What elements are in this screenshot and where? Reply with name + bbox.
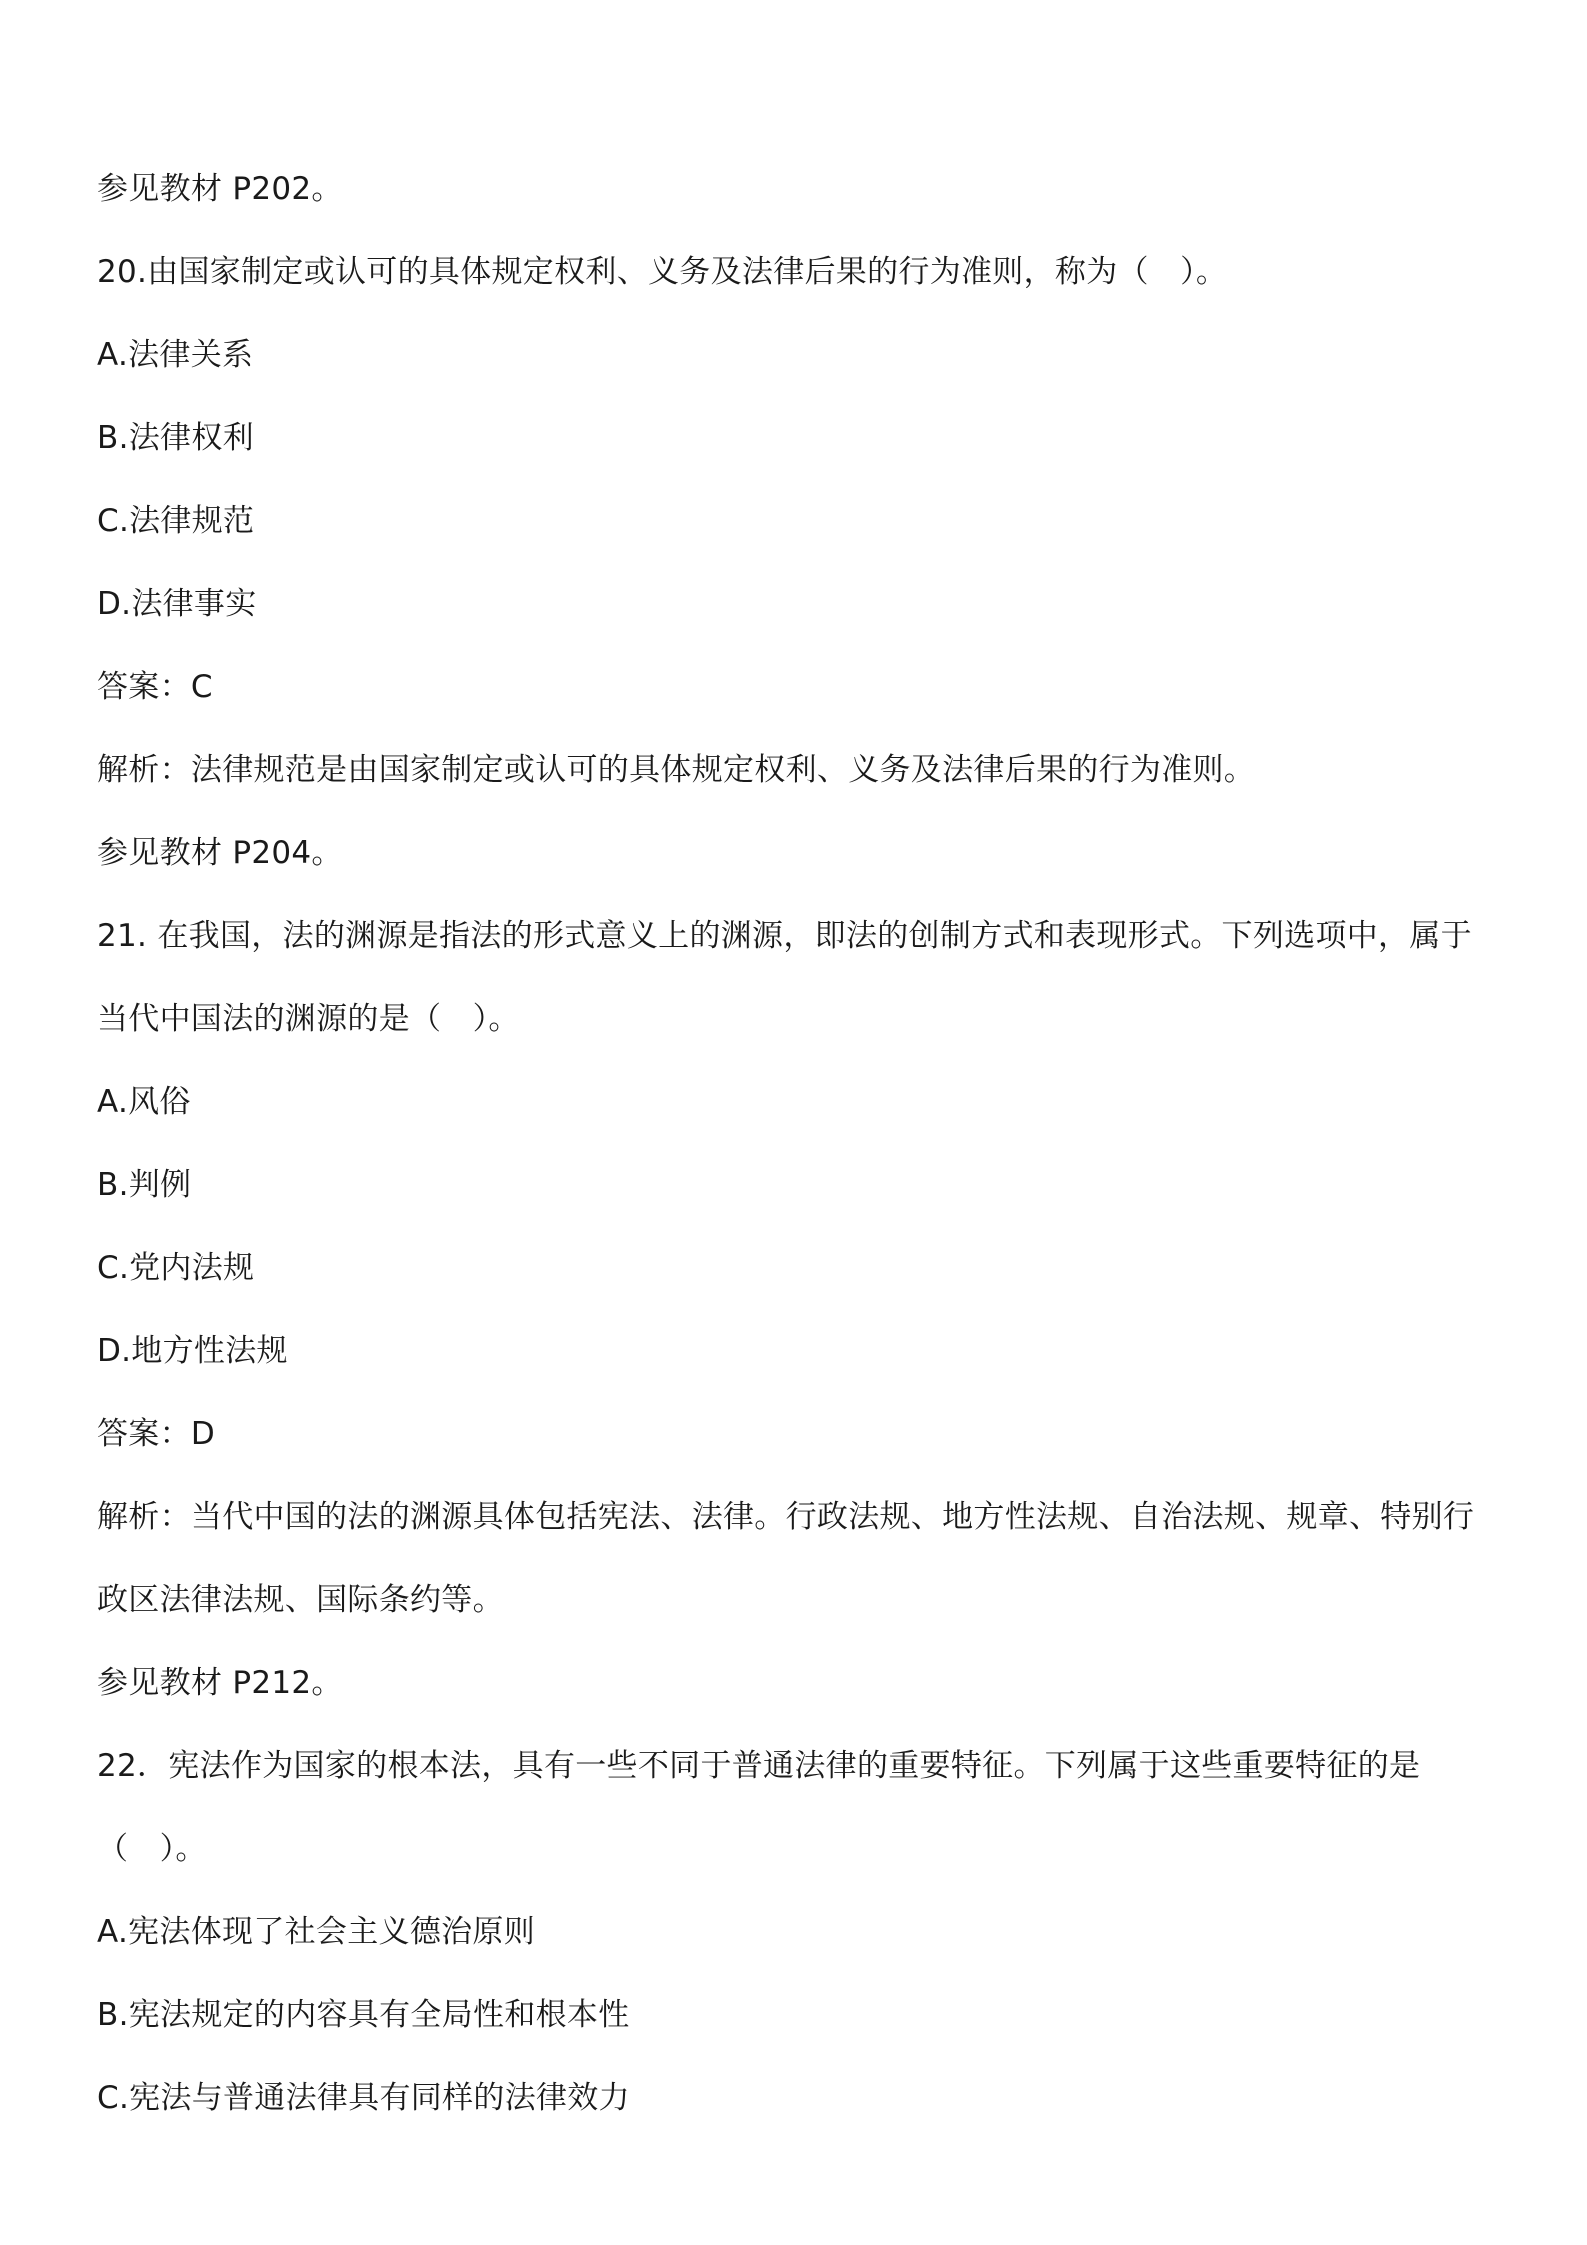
textbook-reference: 参见教材 P204。 xyxy=(97,835,343,871)
question-20-option-d: D.法律事实 xyxy=(97,586,257,622)
question-21-option-c: C.党内法规 xyxy=(97,1250,255,1286)
question-22-stem-line-1: 22．宪法作为国家的根本法，具有一些不同于普通法律的重要特征。下列属于这些重要特征的是 xyxy=(97,1748,1421,1784)
question-22-option-c: C.宪法与普通法律具有同样的法律效力 xyxy=(97,2080,630,2116)
question-20-option-a: A.法律关系 xyxy=(97,337,254,373)
question-21-option-b: B.判例 xyxy=(97,1167,192,1203)
question-20-option-b: B.法律权利 xyxy=(97,420,254,456)
question-21-stem-line-1: 21. 在我国，法的渊源是指法的形式意义上的渊源，即法的创制方式和表现形式。下列选项中，属于 xyxy=(97,918,1472,954)
question-21-option-d: D.地方性法规 xyxy=(97,1333,288,1369)
question-22-stem-line-2: （ ）。 xyxy=(97,1831,207,1867)
question-20-stem: 20.由国家制定或认可的具体规定权利、义务及法律后果的行为准则，称为（ ）。 xyxy=(97,254,1228,290)
question-21-stem-line-2: 当代中国法的渊源的是（ ）。 xyxy=(97,1001,520,1037)
question-20-option-c: C.法律规范 xyxy=(97,503,255,539)
question-20-answer: 答案：C xyxy=(97,669,213,705)
question-21-analysis-line-2: 政区法律法规、国际条约等。 xyxy=(97,1582,504,1618)
question-20-analysis: 解析：法律规范是由国家制定或认可的具体规定权利、义务及法律后果的行为准则。 xyxy=(97,752,1256,788)
question-21-answer: 答案：D xyxy=(97,1416,216,1452)
question-21-analysis-line-1: 解析：当代中国的法的渊源具体包括宪法、法律。行政法规、地方性法规、自治法规、规章、特别行 xyxy=(97,1499,1475,1535)
question-21-option-a: A.风俗 xyxy=(97,1084,191,1120)
question-22-option-b: B.宪法规定的内容具有全局性和根本性 xyxy=(97,1997,630,2033)
question-22-option-a: A.宪法体现了社会主义德治原则 xyxy=(97,1914,536,1950)
textbook-reference: 参见教材 P202。 xyxy=(97,171,343,207)
textbook-reference: 参见教材 P212。 xyxy=(97,1665,343,1701)
